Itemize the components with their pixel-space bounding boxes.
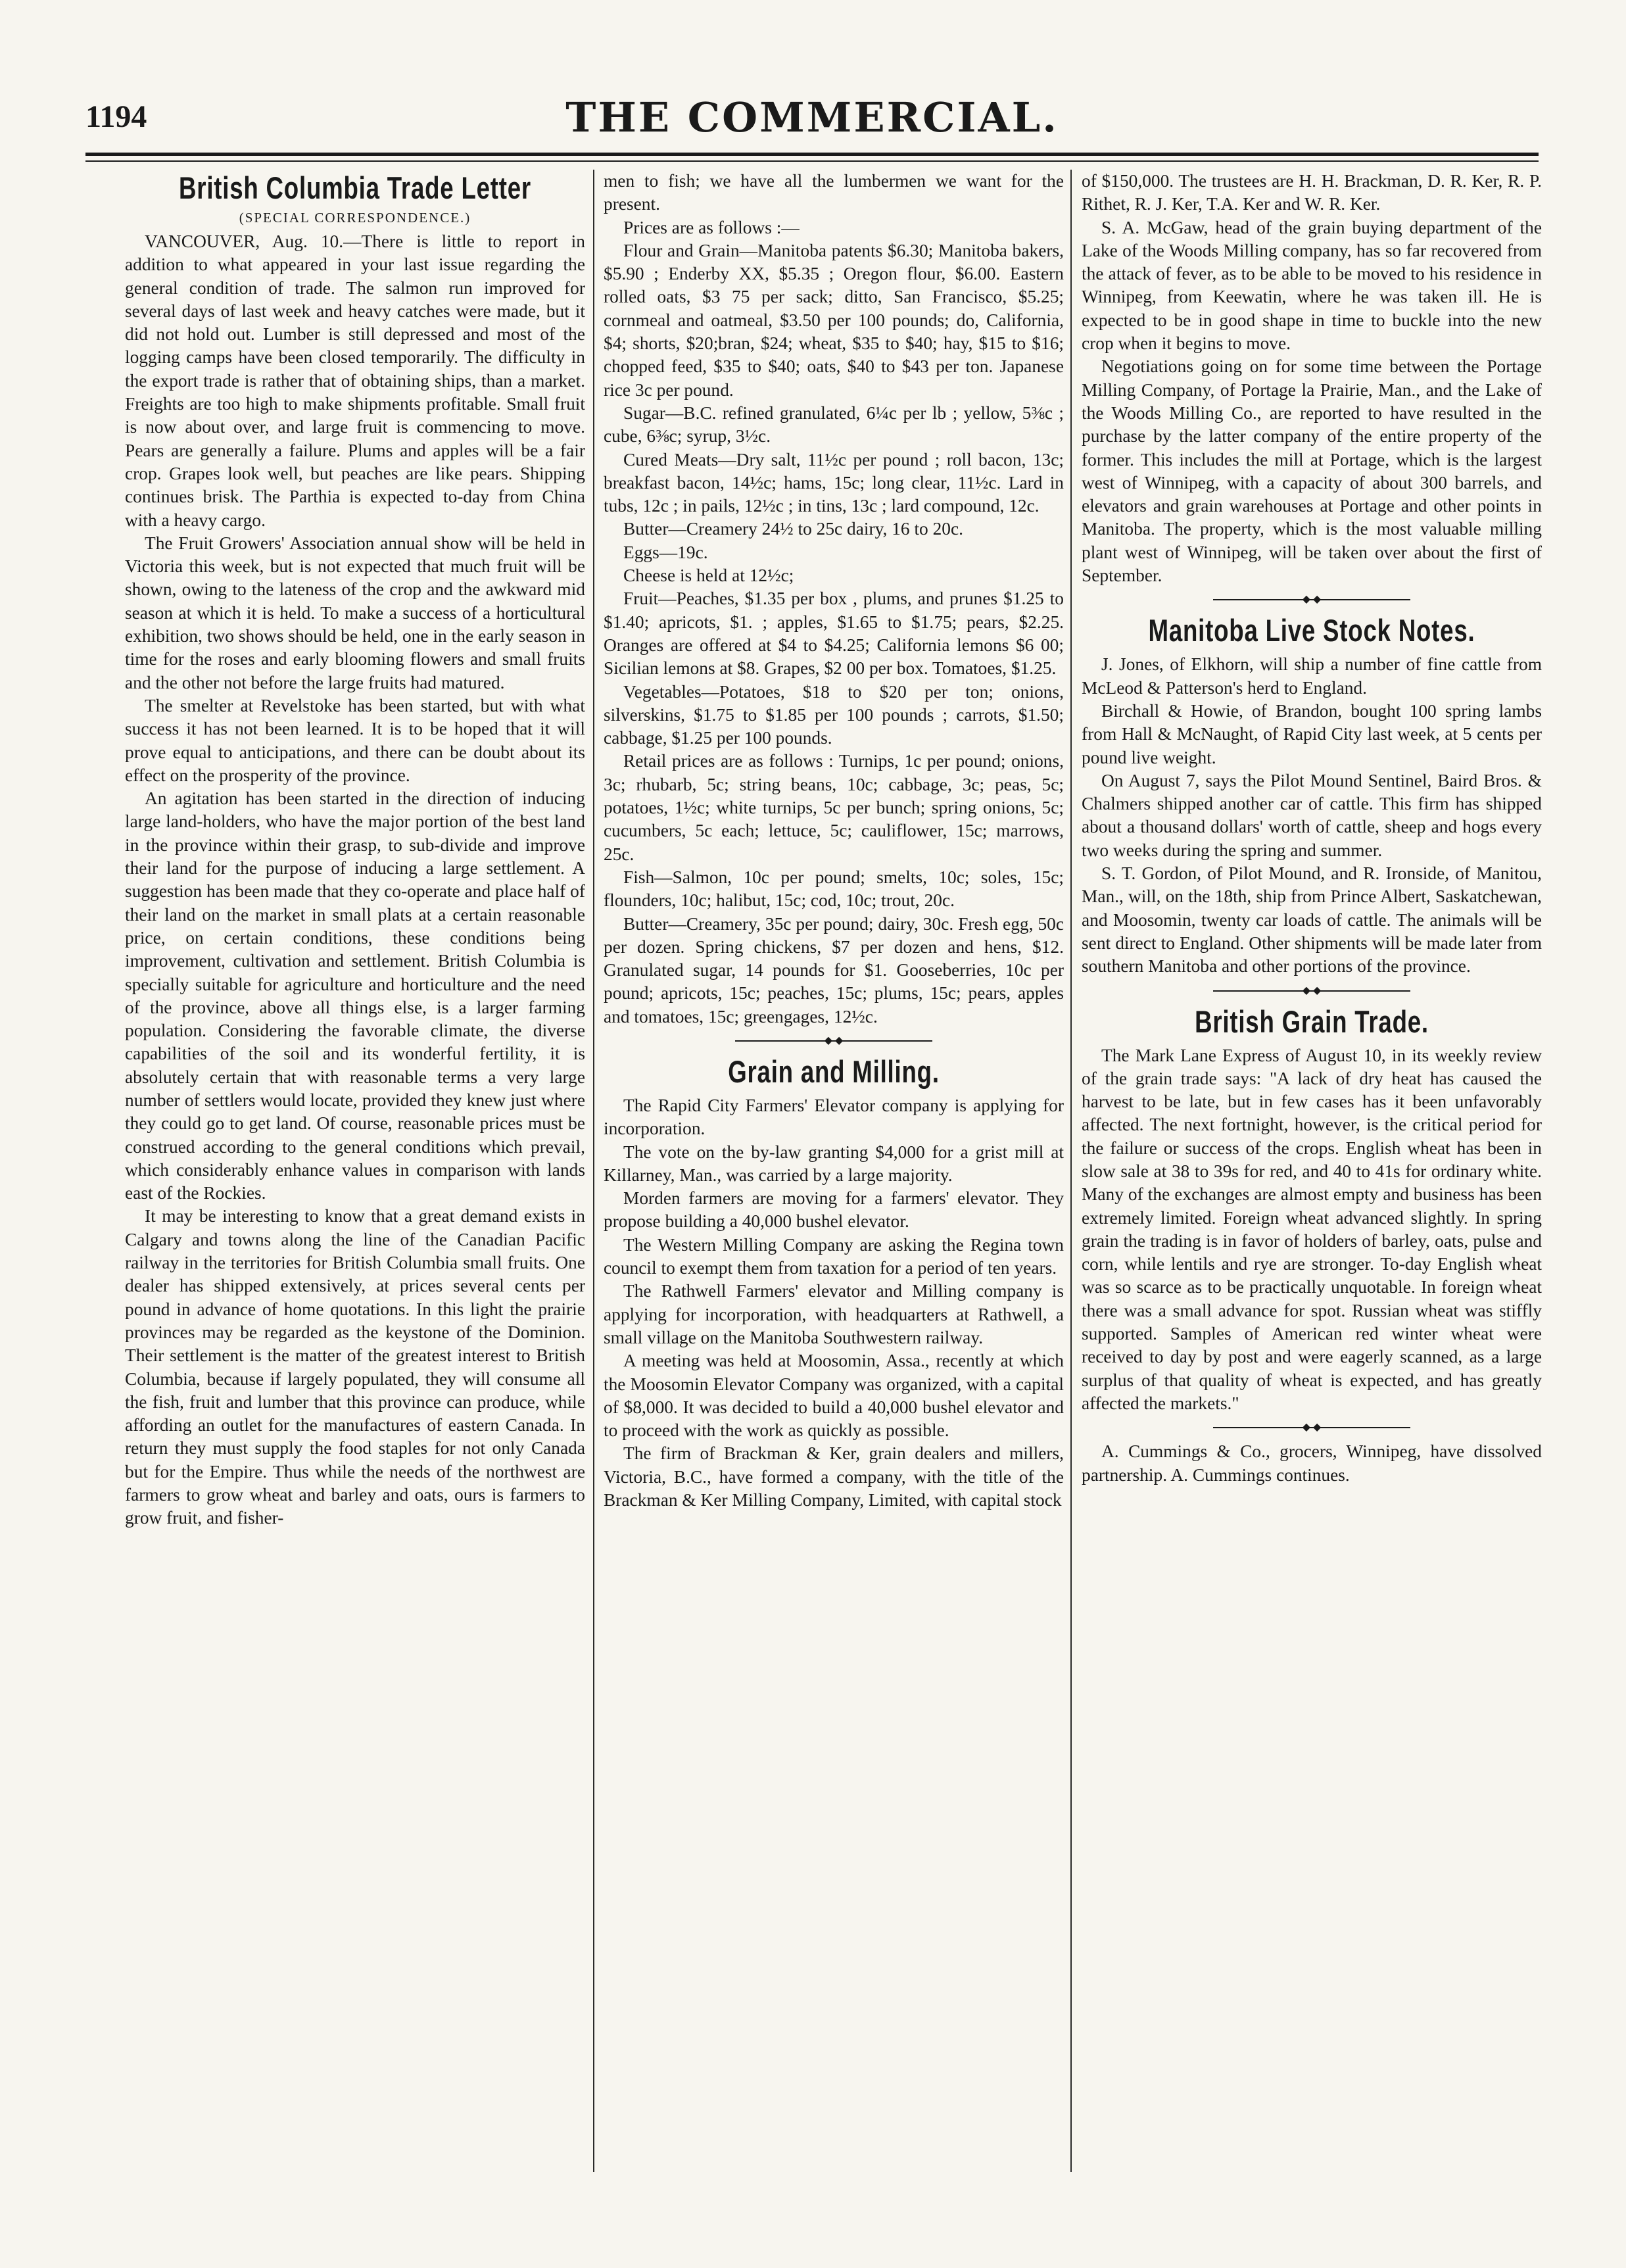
price-paragraph: Fish—Salmon, 10c per pound; smelts, 10c; soles, 15c; flounders, 10c; halibut, 15c; cod, 10c; trout, 20c. [604, 867, 1064, 911]
column-divider [593, 170, 594, 2172]
price-paragraph: Flour and Grain—Manitoba patents $6.30; Manitoba bakers, $5.90 ; Enderby XX, $5.35 ; Oregon flour, $6.00. Eastern rolled oats, $3 75 per sack; ditto, San Francisco, $5.25; cornmeal and oatmeal, $3.50 per 100 pounds; do, California, $4; shorts, $20;bran, $24; wheat, $35 to $40; hay, $15 to $16; chopped feed, $35 to $40; oats, $40 to $43 per ton. Japanese rice 3c per pound. [604, 240, 1064, 400]
article-paragraph: Morden farmers are moving for a farmers' elevator. They propose building a 40,000 bushel elevator. [604, 1188, 1064, 1232]
article-paragraph: The smelter at Revelstoke has been started, but with what success it has not been learned. It is to be hoped that it will prove equal to anticipations, and there can be doubt about its effect on the prosperity of the province. [125, 695, 585, 785]
article-paragraph: The Fruit Growers' Association annual show will be held in Victoria this week, but is not expected that much fruit will be shown, owing to the lateness of the crop and the awkward mid season at which it is held. To make a success of a horticultural exhibition, two shows should be held, one in the early season in time for the roses and early blooming flowers and small fruits and the other not before the large fruits had matured. [125, 533, 585, 692]
article-heading: British Grain Trade. [1195, 1003, 1429, 1039]
price-paragraph: Fruit—Peaches, $1.35 per box , plums, and prunes $1.25 to $1.40; apricots, $1. ; apples, $1.65 to $1.75; pears, $2.25. Oranges are offered at $4 to $4.25; California lemons $6 00; Sicilian lemons at $8. Grapes, $2 00 per box. Tomatoes, $1.25. [604, 589, 1064, 679]
article-paragraph: S. A. McGaw, head of the grain buying department of the Lake of the Woods Milling company, has so far recovered from the attack of fever, as to be able to be moved to his residence in Winnipeg, from Keewatin, where he was taken ill. He is expected to be in good shape in time to buckle into the new crop when it begins to move. [1082, 217, 1542, 354]
masthead [85, 93, 1539, 145]
article-paragraph: An agitation has been started in the direction of inducing large land-holders, who have the major portion of the best land in the province within their grasp, to sub-divide and improve their land for the purpose of inducing a large settlement. A suggestion has been made that they co-operate and place half of their land on the market in small plats at a certain reasonable price, on certain conditions, these conditions being improvement, cultivation and settlement. British Columbia is specially suitable for agriculture and horticulture and the need of the province, above all things else, is a larger farming population. Considering the favorable climate, the diverse capabilities of the soil and its wonderful fertility, it is absolutely certain that with reasonable terms a very large number of settlers would locate, provided they knew just where they could go to get land. Of course, reasonable prices must be construed according to the general conditions which prevail, which considerably enhance values in comparison with lands east of the Rockies. [125, 788, 585, 1203]
article-paragraph: of $150,000. The trustees are H. H. Brackman, D. R. Ker, R. P. Rithet, R. J. Ker, T.A. Ker and W. R. Ker. [1082, 171, 1542, 214]
column-divider [1070, 170, 1072, 2172]
section-separator [1082, 590, 1542, 610]
article-paragraph: S. T. Gordon, of Pilot Mound, and R. Ironside, of Manitou, Man., will, on the 18th, ship from Prince Albert, Saskatchewan, and Moosomin, twenty car loads of cattle. The animals will be sent direct to England. Other shipments will be made later from southern Manitoba and other portions of the province. [1082, 863, 1542, 977]
price-paragraph: Vegetables—Potatoes, $18 to $20 per ton; onions, silverskins, $1.75 to $1.85 per 100 pounds ; carrots, $1.50; cabbage, $1.25 per 100 pounds. [604, 681, 1064, 748]
column-1 [125, 170, 585, 1530]
section-separator [604, 1031, 1064, 1051]
price-paragraph: Butter—Creamery 24½ to 25c dairy, 16 to 20c. [623, 519, 963, 539]
article-paragraph: The Western Milling Company are asking the Regina town council to exempt them from taxation for a period of ten years. [604, 1234, 1064, 1278]
masthead-rule-thick [85, 153, 1539, 156]
article-paragraph: On August 7, says the Pilot Mound Sentinel, Baird Bros. & Chalmers shipped another car of cattle. This firm has shipped about a thousand dollars' worth of cattle, sheep and hogs every two weeks during the spring and summer. [1082, 770, 1542, 860]
page-number: 1194 [85, 99, 147, 134]
article-paragraph: The Rathwell Farmers' elevator and Milling company is applying for incorporation, with headquarters at Rathwell, a small village on the Manitoba Southwestern railway. [604, 1281, 1064, 1347]
article-paragraph: It may be interesting to know that a great demand exists in Calgary and towns along the line of the Canadian Pacific railway in the territories for British Columbia small fruits. One dealer has shipped extensively, at prices several cents per pound in advance of home quotations. In this light the prairie provinces may be regarded as the keystone of the Dominion. Their settlement is the matter of the greatest interest to British Columbia, because if largely populated, they will consume all the fish, fruit and lumber that this province can produce, while affording an outlet for the manufactures of eastern Canada. In return they must supply the food staples for not only Canada but for the Empire. Thus while the needs of the northwest are farmers to grow wheat and barley and oats, ours is farmers to grow fruit, and fisher- [125, 1206, 585, 1528]
article-paragraph: A. Cummings & Co., grocers, Winnipeg, have dissolved partnership. A. Cummings continues. [1082, 1441, 1542, 1485]
article-subheading: (SPECIAL CORRESPONDENCE.) [239, 210, 471, 226]
price-paragraph: Cheese is held at 12½c; [623, 566, 794, 586]
article-paragraph: men to fish; we have all the lumbermen we want for the present. [604, 171, 1064, 214]
article-heading: Grain and Milling. [728, 1053, 940, 1089]
article-heading: British Columbia Trade Letter [179, 170, 531, 205]
column-3 [1082, 170, 1542, 1487]
article-paragraph: Birchall & Howie, of Brandon, bought 100 spring lambs from Hall & McNaught, of Rapid City last week, at 5 cents per pound live weight. [1082, 700, 1542, 767]
paper-title: THE COMMERCIAL. [565, 93, 1059, 141]
article-paragraph: J. Jones, of Elkhorn, will ship a number of fine cattle from McLeod & Patterson's herd to England. [1082, 654, 1542, 698]
price-paragraph: Retail prices are as follows : Turnips, 1c per pound; onions, 3c; rhubarb, 5c; string beans, 10c; cabbage, 3c; peas, 5c; potatoes, 1½c; white turnips, 5c per bunch; spring onions, 5c; cucumbers, 5c each; lettuce, 5c; cauliflower, 15c; marrows, 25c. [604, 751, 1064, 864]
price-paragraph: Eggs—19c. [623, 542, 708, 562]
masthead-rule-thin [85, 160, 1539, 162]
column-2 [604, 170, 1064, 1512]
article-paragraph: The firm of Brackman & Ker, grain dealers and millers, Victoria, B.C., have formed a company, with the title of the Brackman & Ker Milling Company, Limited, with capital stock [604, 1443, 1064, 1510]
article-paragraph: The vote on the by-law granting $4,000 for a grist mill at Killarney, Man., was carried by a large majority. [604, 1142, 1064, 1185]
price-paragraph: Sugar—B.C. refined granulated, 6¼c per lb ; yellow, 5⅜c ; cube, 6⅜c; syrup, 3½c. [604, 402, 1064, 446]
article-paragraph: The Rapid City Farmers' Elevator company is applying for incorporation. [604, 1095, 1064, 1139]
section-separator [1082, 1418, 1542, 1437]
article-heading: Manitoba Live Stock Notes. [1148, 613, 1475, 648]
article-paragraph: A meeting was held at Moosomin, Assa., recently at which the Moosomin Elevator Company was organized, with a capital of $8,000. It was decided to build a 40,000 bushel elevator and to proceed with the work as quickly as possible. [604, 1351, 1064, 1441]
section-separator [1082, 981, 1542, 1001]
article-paragraph: Negotiations going on for some time between the Portage Milling Company, of Portage la Prairie, Man., and the Lake of the Woods Milling Co., are reported to have resulted in the purchase by the latter company of the entire property of the former. This includes the mill at Portage, which is the largest west of Winnipeg, with a capacity of about 300 barrels, and elevators and grain warehouses at Portage and other points in Manitoba. The property, which is the most valuable milling plant west of Winnipeg, will be taken over about the first of September. [1082, 356, 1542, 586]
price-paragraph: Cured Meats—Dry salt, 11½c per pound ; roll bacon, 13c; breakfast bacon, 14½c; hams, 15c; long clear, 11½c. Lard in tubs, 12c ; in pails, 12½c ; in tins, 13c ; lard compound, 12c. [604, 449, 1064, 516]
article-paragraph: VANCOUVER, Aug. 10.—There is little to report in addition to what appeared in your last issue regarding the general condition of trade. The salmon run improved for several days of last week and heavy catches were made, but it did not hold out. Lumber is still depressed and most of the logging camps have been closed temporarily. The difficulty in the export trade is rather that of obtaining ships, than a market. Freights are too high to make shipments profitable. Small fruit is now about over, and large fruit is commencing to move. Pears are generally a failure. Plums and apples will be a fair crop. Grapes look well, but peaches are like pears. Shipping continues brisk. The Parthia is expected to-day from China with a heavy cargo. [125, 231, 585, 530]
article-paragraph: Prices are as follows :— [623, 217, 800, 237]
article-paragraph: The Mark Lane Express of August 10, in its weekly review of the grain trade says: "A lack of dry heat has caused the harvest to be late, but in few cases has it been unfavorably affected. The next fortnight, however, is the critical period for the failure or success of the crops. English wheat has been in slow sale at 38 to 39s for red, and 40 to 41s for ordinary white. Many of the exchanges are almost empty and business has been extremely limited. Foreign wheat advanced slightly. In spring grain the trading is in favor of holders of barley, oats, pulse and corn, while lentils and rye are stronger. To-day English wheat was so scarce as to be practically unquotable. In foreign wheat there was a small advance for spot. Russian wheat was stiffly supported. Samples of American red winter wheat were received to day by post and were eagerly scanned, as a large surplus of that quality of wheat is expected, and has greatly affected the markets." [1082, 1045, 1542, 1413]
price-paragraph: Butter—Creamery, 35c per pound; dairy, 30c. Fresh egg, 50c per dozen. Spring chickens, $7 per dozen and hens, $12. Granulated sugar, 14 pounds for $1. Gooseberries, 10c per pound; apricots, 15c; peaches, 15c; plums, 15c; pears, apples and tomatoes, 15c; greengages, 12½c. [604, 913, 1064, 1026]
